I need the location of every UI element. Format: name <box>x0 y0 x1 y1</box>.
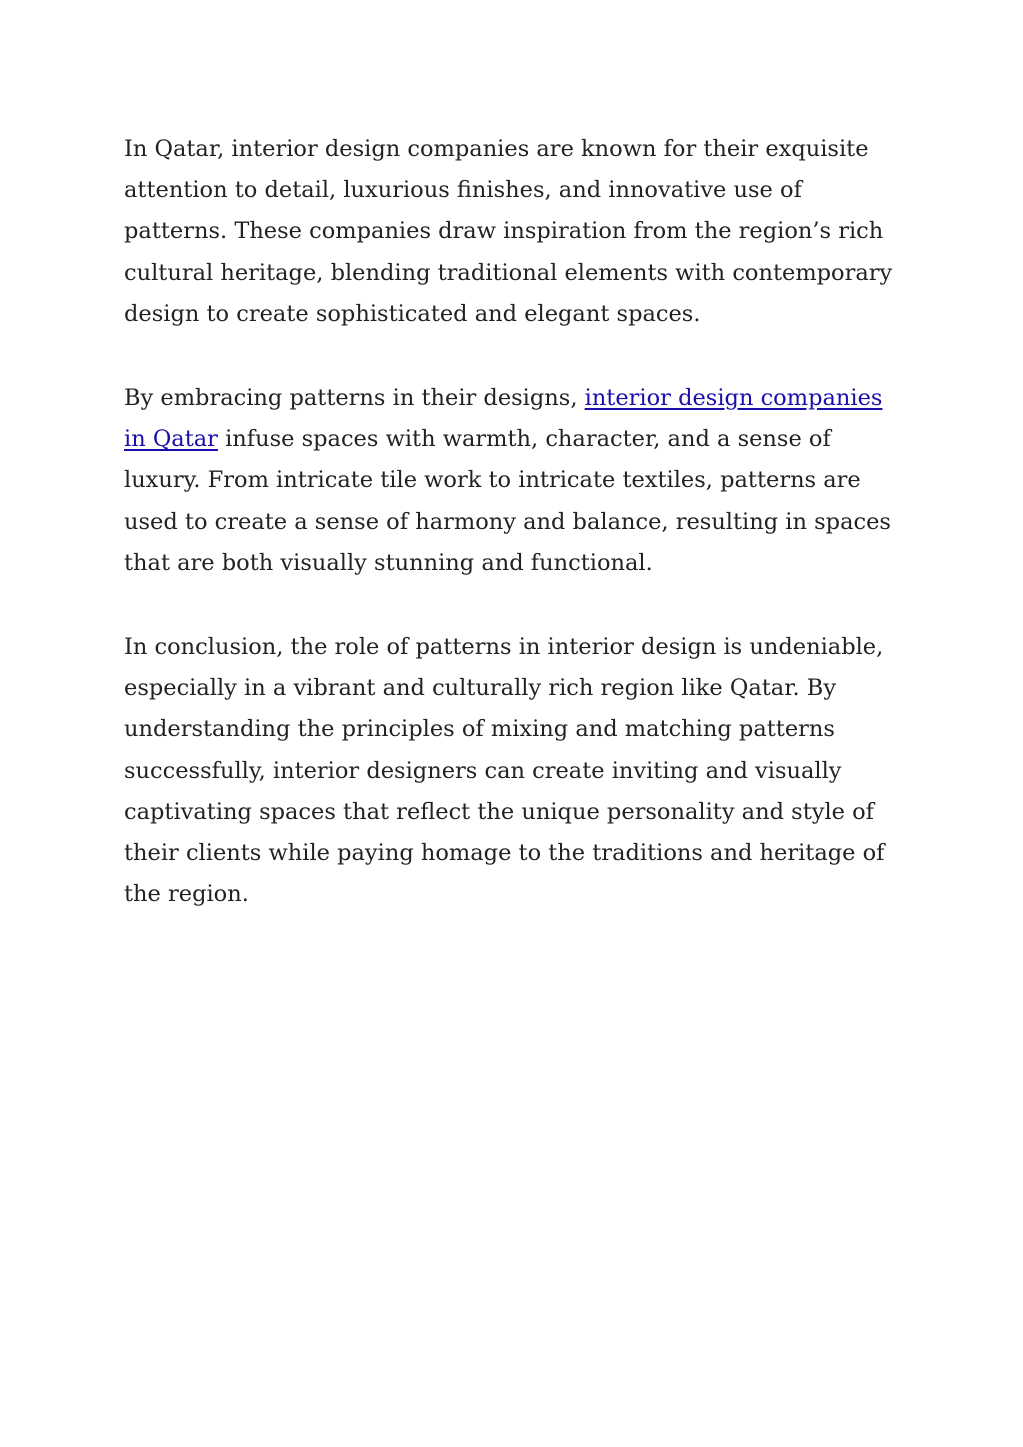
article-body <box>124 129 904 958</box>
paragraph-qatar-companies: In Qatar, interior design companies are known for their exquisite attention to detail, luxurious finishes, and innovative use of patterns. These companies draw inspiration from the region’s rich cultural heritage, blending traditional elements with contemporary design to create sophisticated and elegant spaces. <box>124 136 893 327</box>
paragraph-embracing-patterns <box>124 378 904 584</box>
paragraph-text-lead: By embracing patterns in their designs, <box>124 385 585 412</box>
interior-design-companies-link[interactable]: interior design companies in Qatar <box>124 385 883 453</box>
paragraph-conclusion: In conclusion, the role of patterns in interior design is undeniable, especially in a vibrant and culturally rich region like Qatar. By understanding the principles of mixing and matching patterns successfully, interior designers can create inviting and visually captivating spaces that reflect the unique personality and style of their clients while paying homage to the traditions and heritage of the region. <box>124 634 885 908</box>
paragraph-text-tail: infuse spaces with warmth, character, and a sense of luxury. From intricate tile work to intricate textiles, patterns are used to create a sense of harmony and balance, resulting in spaces that are both visually stunning and functional. <box>124 426 891 576</box>
